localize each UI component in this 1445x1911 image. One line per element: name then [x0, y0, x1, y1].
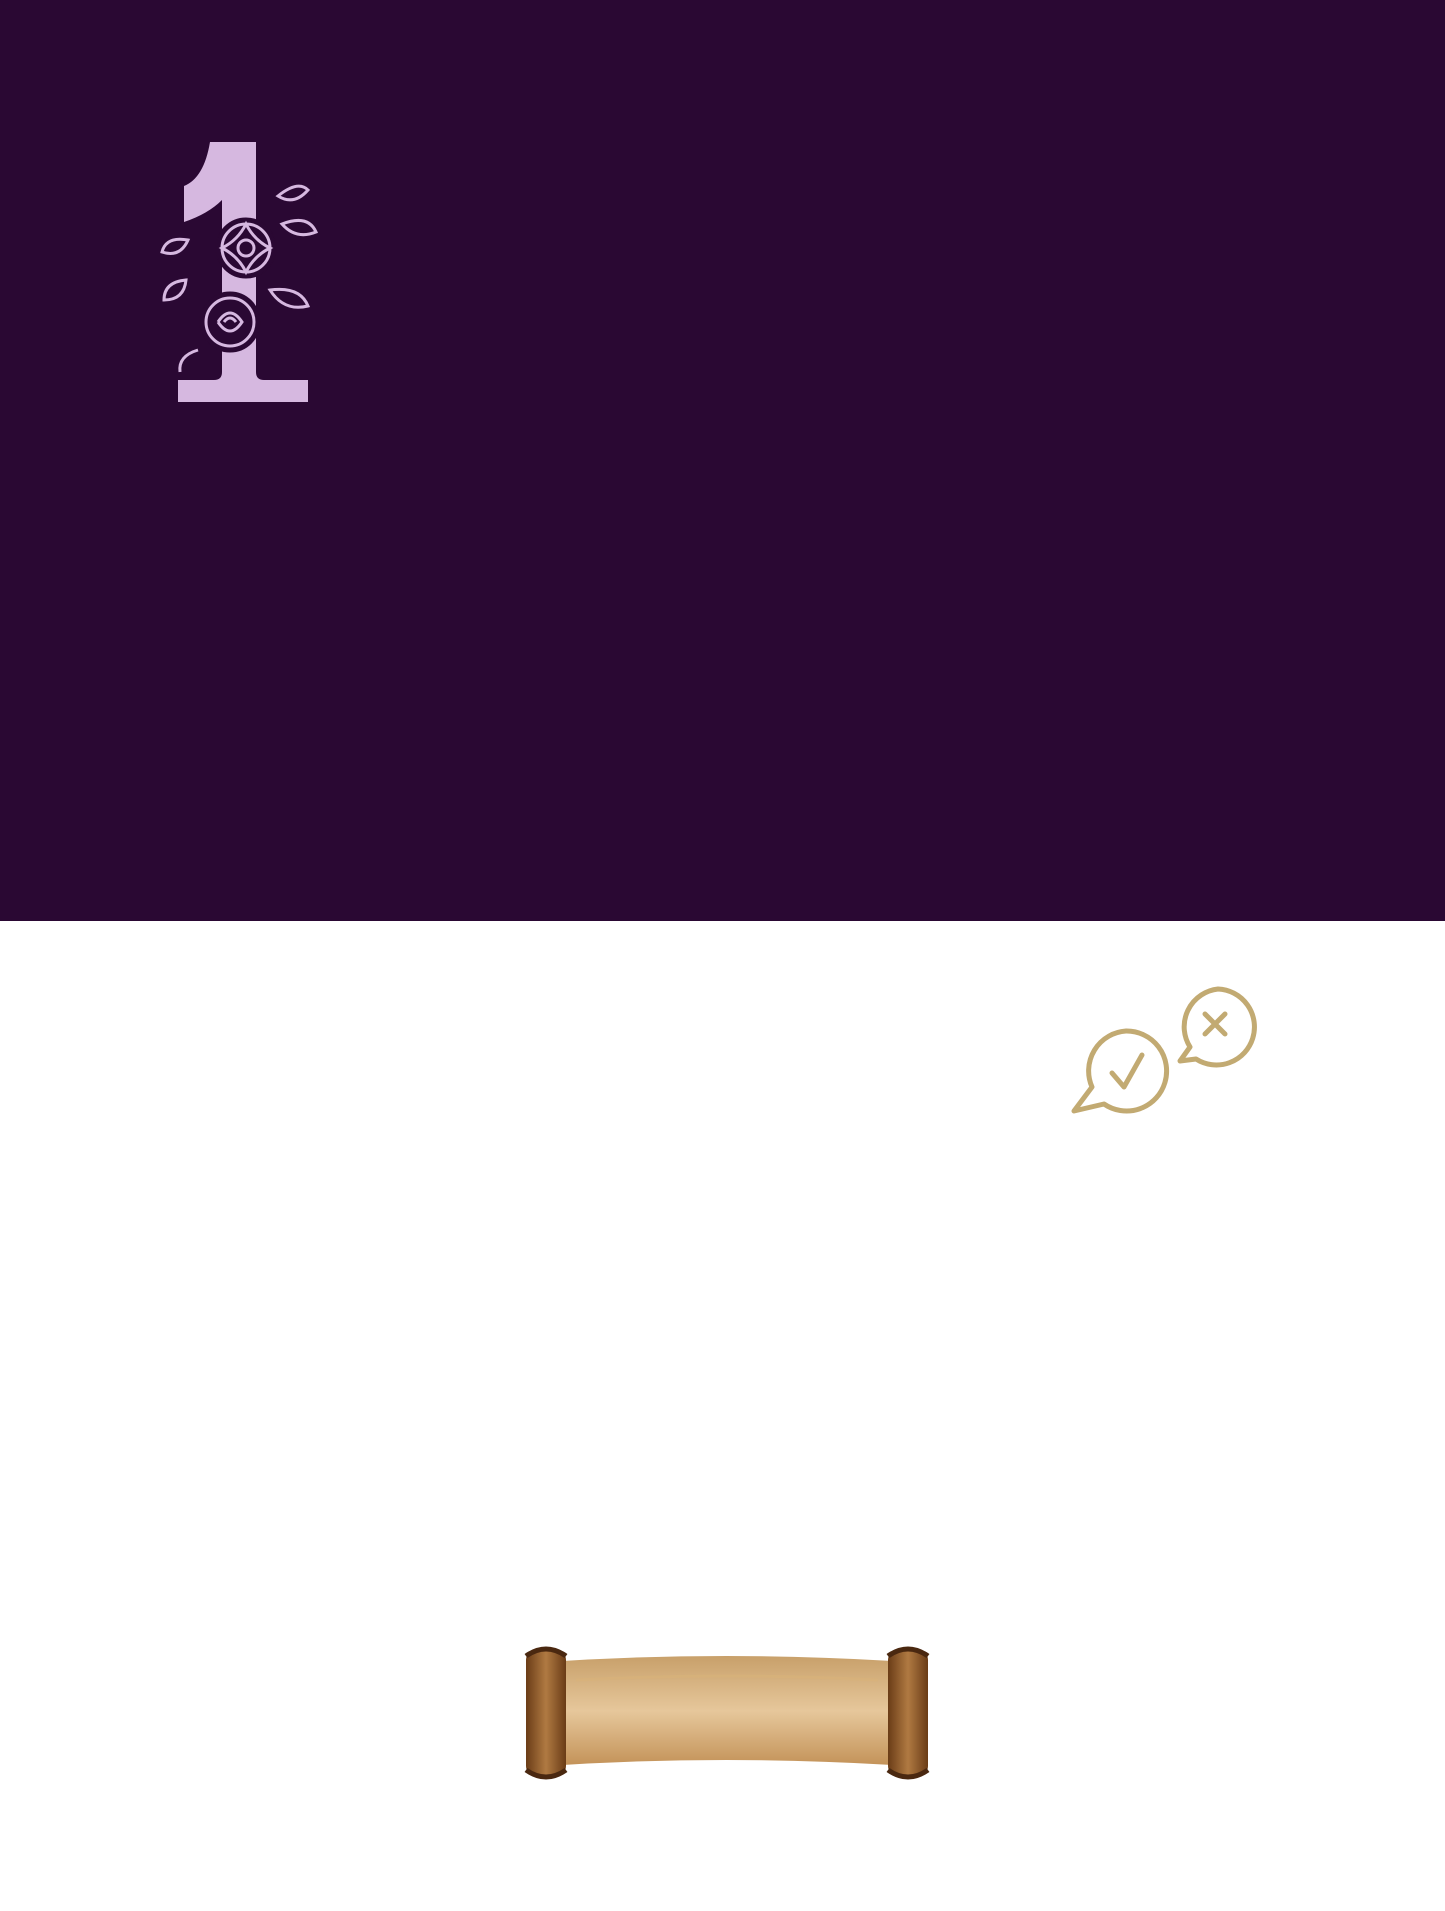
- parchment-scroll-icon: [516, 1640, 938, 1786]
- ornament-pattern: [0, 0, 1445, 921]
- floral-number-one-icon: [158, 140, 328, 402]
- header-banner: [0, 0, 1445, 921]
- check-and-cross-speech-bubbles-icon: [1068, 983, 1268, 1115]
